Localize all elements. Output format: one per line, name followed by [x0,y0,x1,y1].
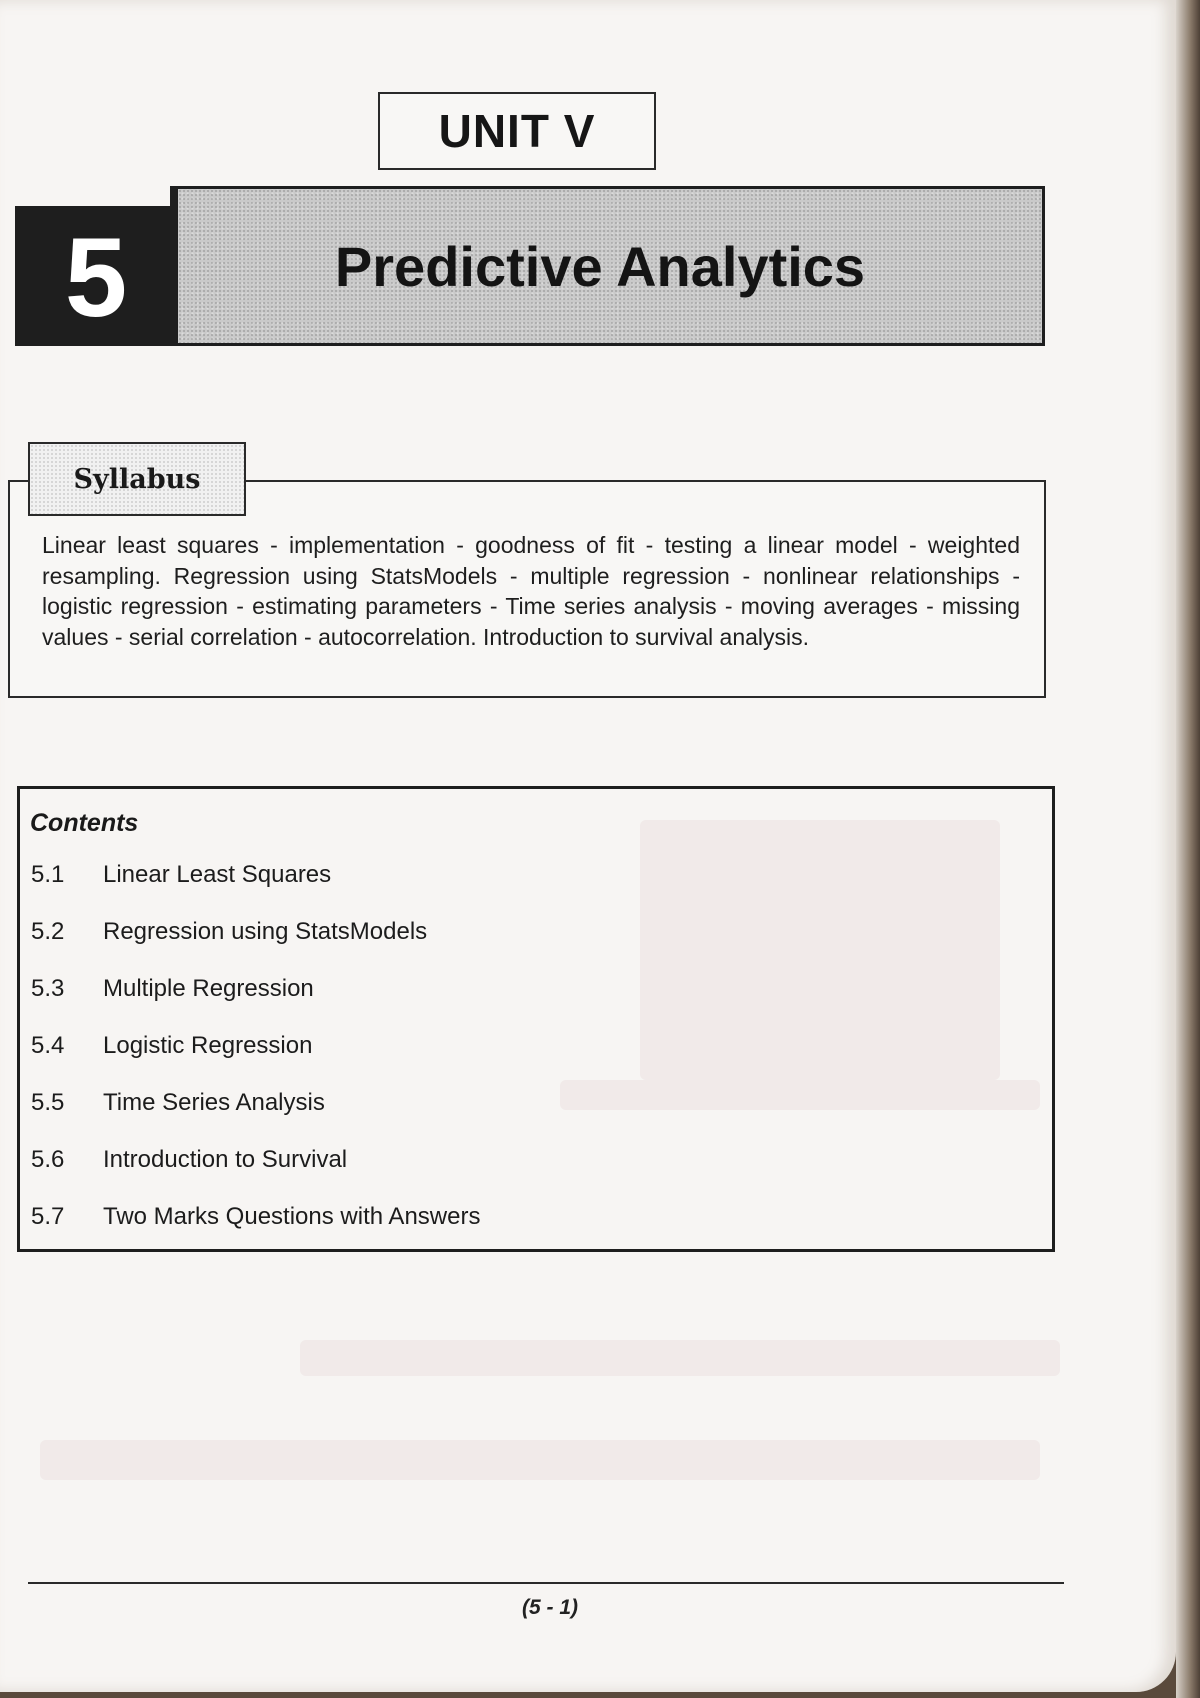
contents-item-number: 5.2 [31,918,65,945]
chapter-number: 5 [64,215,128,340]
contents-item-number: 5.4 [31,1032,65,1059]
footer-rule [28,1582,1064,1584]
contents-item [31,861,1011,918]
contents-box [17,786,1055,1252]
chapter-title-box [175,186,1045,346]
contents-item-number: 5.7 [31,1203,65,1230]
syllabus-label: Syllabus [73,463,201,495]
contents-title: Contents [30,809,139,837]
page-number: (5 - 1) [521,1596,578,1619]
contents-item-label: Regression using StatsModels [103,918,428,945]
contents-item [31,1032,1011,1089]
contents-item-number: 5.1 [31,861,65,888]
contents-item-label: Introduction to Survival [103,1146,348,1173]
chapter-number-block [15,206,177,346]
contents-item-number: 5.5 [31,1089,65,1116]
contents-item-number: 5.6 [31,1146,65,1173]
contents-item-label: Linear Least Squares [103,861,332,888]
contents-item-label: Time Series Analysis [103,1089,325,1116]
bleed-through-shadow [300,1340,1060,1376]
chapter-banner [15,186,1047,346]
contents-item [31,1089,1011,1146]
contents-item [31,975,1011,1032]
unit-heading-box [378,92,656,170]
contents-item-label: Two Marks Questions with Answers [103,1203,481,1230]
bleed-through-shadow [40,1440,1040,1480]
contents-item [31,1203,1011,1260]
syllabus-text: Linear least squares - implementation - goodness of fit - testing a linear model - weighted resampling. Regression using StatsModels - multiple regression - nonlinear relationships - logistic regression - estimating parameters - Time series analysis - moving averages - missing values - serial correlation - autocorrelation. Introduction to survival analysis. [42,532,1020,650]
contents-item-label: Multiple Regression [103,975,314,1002]
contents-item [31,1146,1011,1203]
contents-item-label: Logistic Regression [103,1032,313,1059]
page-edge-shadow [1176,0,1200,1698]
contents-item-number: 5.3 [31,975,65,1002]
contents-list [31,861,1011,1260]
contents-item [31,918,1011,975]
unit-title: UNIT V [438,105,596,157]
chapter-title: Predictive Analytics [334,234,866,298]
syllabus-tab [28,442,246,516]
